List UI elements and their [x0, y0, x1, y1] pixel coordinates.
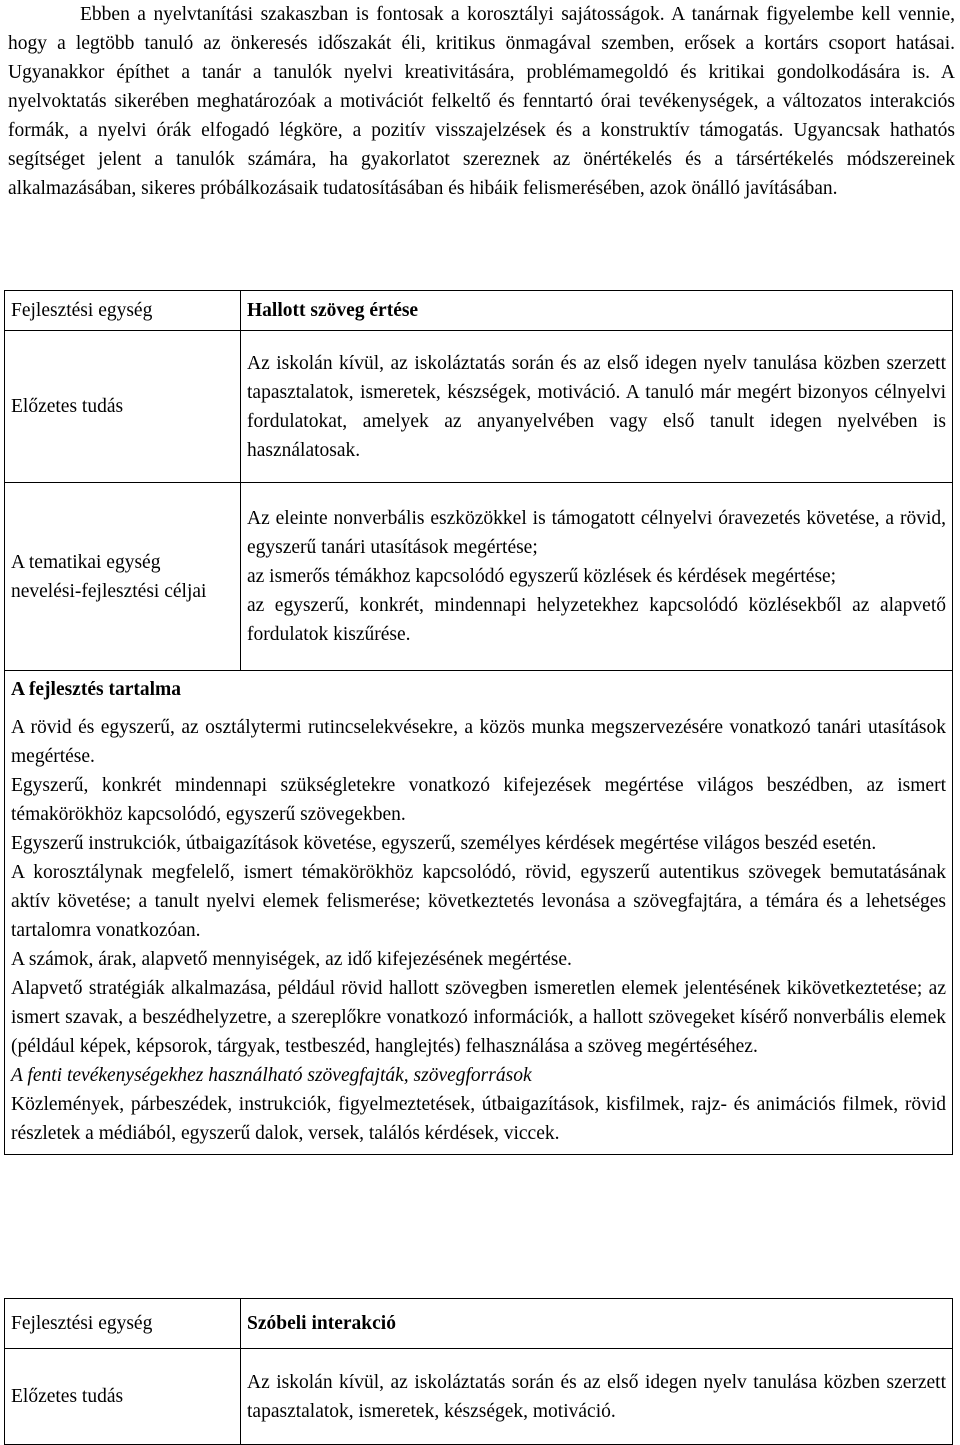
text-sources-heading: A fenti tevékenységekhez használható szövegfajták, szövegforrások	[11, 1065, 532, 1086]
content-paragraph: Egyszerű instrukciók, útbaigazítások követése, egyszerű, személyes kérdések megértése világos beszéd esetén.	[11, 833, 877, 854]
content-paragraph: Alapvető stratégiák alkalmazása, például rövid hallott szövegben ismeretlen elemek jelentésének kikövetkeztetése; az ismert szavak, a beszédhelyzetre, a szereplőkre vonatkozó információk, a hallott szövegeket kísérő nonverbális elemek (például képek, képsorok, tárgyak, testbeszéd, hanglejtés) felhasználása a szöveg megértéséhez.	[11, 978, 946, 1057]
prior-knowledge-label: Előzetes tudás	[5, 1349, 241, 1445]
unit-label: Fejlesztési egység	[5, 1299, 241, 1349]
goal-line: az egyszerű, konkrét, mindennapi helyzetekhez kapcsolódó közlésekből az alapvető fordulatok kiszűrése.	[247, 595, 946, 645]
goal-line: az ismerős témákhoz kapcsolódó egyszerű közlések és kérdések megértése;	[247, 566, 837, 587]
content-heading: A fejlesztés tartalma	[11, 679, 182, 700]
content-paragraph: A korosztálynak megfelelő, ismert témakörökhöz kapcsolódó, rövid, egyszerű autentikus szövegek bemutatásának aktív követése; a tanult nyelvi elemek felismerése; következtetés levonása a szövegfajtára, a témára és a lehetséges tartalomra vonatkozóan.	[11, 862, 946, 941]
content-paragraph: A rövid és egyszerű, az osztálytermi rutincselekvésekre, a közös munka megszervezésére vonatkozó tanári utasítások megértése.	[11, 717, 946, 767]
development-unit-table-oral-interaction	[4, 1298, 953, 1445]
prior-knowledge-row	[5, 1349, 953, 1445]
goal-line: Az eleinte nonverbális eszközökkel is támogatott célnyelvi óravezetés követése, a rövid, egyszerű tanári utasítások megértése;	[247, 508, 946, 558]
prior-knowledge-label: Előzetes tudás	[5, 331, 241, 483]
goals-label: A tematikai egység nevelési-fejlesztési céljai	[5, 483, 241, 671]
goals-row	[5, 483, 953, 671]
content-paragraph: A számok, árak, alapvető mennyiségek, az idő kifejezésének megértése.	[11, 949, 572, 970]
unit-row	[5, 1299, 953, 1349]
goals-value	[241, 483, 953, 671]
content-cell	[5, 671, 953, 1155]
content-row	[5, 671, 953, 1155]
intro-paragraph: Ebben a nyelvtanítási szakaszban is fontosak a korosztályi sajátosságok. A tanárnak figyelembe kell vennie, hogy a legtöbb tanuló az önkeresés időszakát éli, kritikus önmagával szemben, erősek a kortárs csoport hatásai. Ugyanakkor építhet a tanár a tanulók nyelvi kreativitására, problémamegoldó és kritikai gondolkodására is. A nyelvoktatás sikerében meghatározóak a motivációt felkeltő és fenntartó órai tevékenységek, a változatos interakciós formák, a nyelvi órák elfogadó légköre, a pozitív visszajelzések és a konstruktív támogatás. Ugyancsak hathatós segítséget jelent a tanulók számára, ha gyakorlatot szereznek az önértékelés és a társértékelés módszereinek alkalmazásában, sikeres próbálkozásaik tudatosításában és hibáik felismerésében, azok önálló javításában.	[8, 4, 955, 199]
text-sources-list: Közlemények, párbeszédek, instrukciók, figyelmeztetések, útbaigazítások, kisfilmek, rajz- és animációs filmek, rövid részletek a médiából, egyszerű dalok, versek, találós kérdések, viccek.	[11, 1094, 946, 1144]
prior-knowledge-row	[5, 331, 953, 483]
unit-value: Szóbeli interakció	[241, 1299, 953, 1349]
unit-value: Hallott szöveg értése	[241, 291, 953, 331]
prior-knowledge-value: Az iskolán kívül, az iskoláztatás során és az első idegen nyelv tanulása közben szerzett tapasztalatok, ismeretek, készségek, motiváció. A tanuló már megért bizonyos célnyelvi fordulatokat, amelyek az anyanyelvében vagy első tanult idegen nyelvében is használatosak.	[241, 331, 953, 483]
unit-row	[5, 291, 953, 331]
prior-knowledge-value: Az iskolán kívül, az iskoláztatás során és az első idegen nyelv tanulása közben szerzett tapasztalatok, ismeretek, készségek, motiváció.	[241, 1349, 953, 1445]
content-paragraph: Egyszerű, konkrét mindennapi szükségletekre vonatkozó kifejezések megértése világos beszédben, az ismert témakörökhöz kapcsolódó, egyszerű szövegekben.	[11, 775, 946, 825]
development-unit-table-listening	[4, 290, 953, 1155]
unit-label: Fejlesztési egység	[5, 291, 241, 331]
